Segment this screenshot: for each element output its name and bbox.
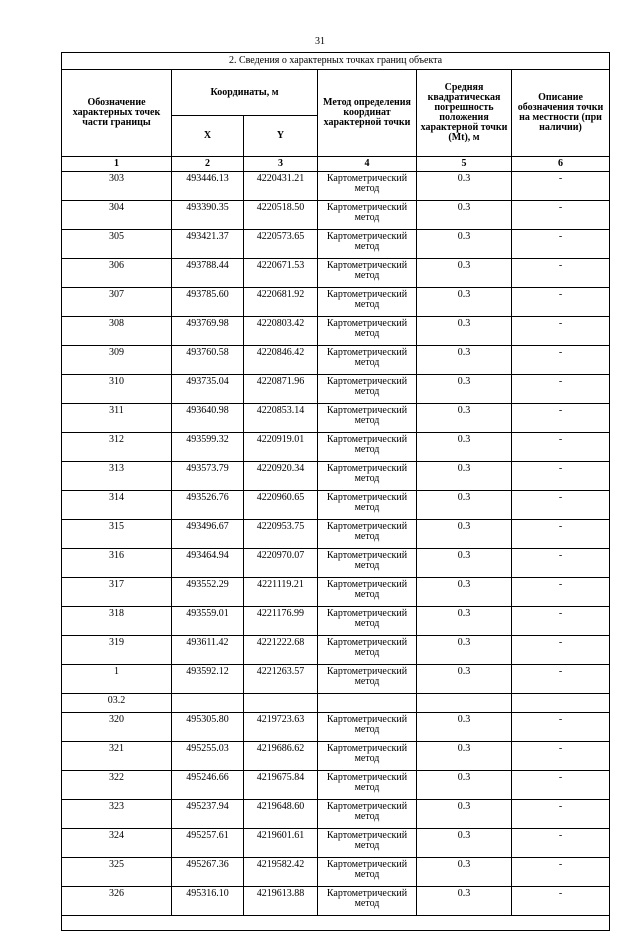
error-cell: 0.3 (417, 713, 512, 742)
table-row (62, 858, 610, 887)
description-cell: - (512, 549, 610, 578)
y-coordinate-cell: 4219675.84 (244, 771, 318, 800)
x-coordinate-cell: 493599.32 (172, 433, 244, 462)
description-cell: - (512, 742, 610, 771)
method-text: метод (354, 676, 380, 687)
method-text: метод (354, 753, 380, 764)
point-id-cell: 310 (62, 375, 172, 404)
method-cell (318, 288, 417, 317)
table-title: 2. Сведения о характерных точках границ объекта (62, 53, 610, 70)
error-cell: 0.3 (417, 665, 512, 694)
description-cell: - (512, 462, 610, 491)
empty-footer-row (62, 916, 610, 931)
method-text: метод (354, 241, 380, 252)
table-title-row (62, 53, 610, 70)
method-text: Картометрический (326, 405, 408, 416)
method-cell (318, 346, 417, 375)
table-row (62, 771, 610, 800)
method-text: Картометрический (326, 608, 408, 619)
error-cell: 0.3 (417, 375, 512, 404)
method-text: Картометрический (326, 772, 408, 783)
method-text: Картометрический (326, 463, 408, 474)
header-error: Средняя квадратическая погрешность положения характерной точки (Mt), м (417, 70, 512, 157)
description-cell: - (512, 230, 610, 259)
method-text: метод (354, 618, 380, 629)
method-text: Картометрический (326, 173, 408, 184)
x-coordinate-cell: 493592.12 (172, 665, 244, 694)
method-cell (318, 636, 417, 665)
method-cell (318, 375, 417, 404)
point-id-cell: 318 (62, 607, 172, 636)
method-cell (318, 549, 417, 578)
method-text: Картометрический (326, 888, 408, 899)
point-id-cell: 315 (62, 520, 172, 549)
column-number: 1 (62, 157, 172, 172)
error-cell: 0.3 (417, 771, 512, 800)
error-cell: 0.3 (417, 742, 512, 771)
point-id-cell: 314 (62, 491, 172, 520)
x-coordinate-cell: 493446.13 (172, 172, 244, 201)
method-cell (318, 172, 417, 201)
point-id-cell: 326 (62, 887, 172, 916)
y-coordinate-cell: 4220853.14 (244, 404, 318, 433)
section-label: 03.2 (62, 694, 172, 713)
y-coordinate-cell: 4221119.21 (244, 578, 318, 607)
x-coordinate-cell: 495237.94 (172, 800, 244, 829)
method-text: метод (354, 560, 380, 571)
y-coordinate-cell: 4220953.75 (244, 520, 318, 549)
table-row (62, 491, 610, 520)
method-cell (318, 462, 417, 491)
section-row (62, 694, 610, 713)
table-row (62, 520, 610, 549)
error-cell: 0.3 (417, 433, 512, 462)
method-text: метод (354, 415, 380, 426)
x-coordinate-cell: 495257.61 (172, 829, 244, 858)
error-cell: 0.3 (417, 578, 512, 607)
error-cell: 0.3 (417, 829, 512, 858)
y-coordinate-cell: 4220960.65 (244, 491, 318, 520)
error-cell: 0.3 (417, 887, 512, 916)
y-coordinate-cell: 4220919.01 (244, 433, 318, 462)
point-id-cell: 319 (62, 636, 172, 665)
x-coordinate-cell: 495246.66 (172, 771, 244, 800)
empty-cell (172, 694, 244, 713)
x-coordinate-cell: 493552.29 (172, 578, 244, 607)
table-row (62, 201, 610, 230)
point-id-cell: 309 (62, 346, 172, 375)
method-text: метод (354, 811, 380, 822)
method-cell (318, 887, 417, 916)
method-cell (318, 578, 417, 607)
method-cell (318, 491, 417, 520)
table-row (62, 549, 610, 578)
table-row (62, 665, 610, 694)
method-text: Картометрический (326, 859, 408, 870)
table-row (62, 259, 610, 288)
y-coordinate-cell: 4219648.60 (244, 800, 318, 829)
error-cell: 0.3 (417, 317, 512, 346)
method-cell (318, 259, 417, 288)
table-row (62, 742, 610, 771)
point-id-cell: 325 (62, 858, 172, 887)
error-cell: 0.3 (417, 607, 512, 636)
table-row (62, 404, 610, 433)
method-text: метод (354, 724, 380, 735)
method-cell (318, 742, 417, 771)
x-coordinate-cell: 493769.98 (172, 317, 244, 346)
method-text: метод (354, 647, 380, 658)
method-cell (318, 858, 417, 887)
method-text: Картометрический (326, 666, 408, 677)
header-designation: Обозначение характерных точек части границы (62, 70, 172, 157)
method-text: Картометрический (326, 637, 408, 648)
method-text: Картометрический (326, 830, 408, 841)
header-row-1 (62, 70, 610, 116)
x-coordinate-cell: 493559.01 (172, 607, 244, 636)
table-row (62, 317, 610, 346)
column-number: 6 (512, 157, 610, 172)
point-id-cell: 322 (62, 771, 172, 800)
y-coordinate-cell: 4220431.21 (244, 172, 318, 201)
method-text: метод (354, 444, 380, 455)
method-text: Картометрический (326, 714, 408, 725)
boundary-points-table (61, 52, 610, 931)
point-id-cell: 308 (62, 317, 172, 346)
method-text: метод (354, 898, 380, 909)
method-text: Картометрический (326, 550, 408, 561)
method-cell (318, 201, 417, 230)
method-cell (318, 520, 417, 549)
header-description: Описание обозначения точки на местности (при наличии) (512, 70, 610, 157)
error-cell: 0.3 (417, 288, 512, 317)
description-cell: - (512, 800, 610, 829)
method-text: Картометрический (326, 347, 408, 358)
method-text: Картометрический (326, 376, 408, 387)
description-cell: - (512, 491, 610, 520)
description-cell: - (512, 578, 610, 607)
point-id-cell: 304 (62, 201, 172, 230)
description-cell: - (512, 375, 610, 404)
x-coordinate-cell: 495255.03 (172, 742, 244, 771)
method-text: Картометрический (326, 801, 408, 812)
page-number: 31 (315, 36, 325, 47)
x-coordinate-cell: 493788.44 (172, 259, 244, 288)
error-cell: 0.3 (417, 491, 512, 520)
method-text: Картометрический (326, 743, 408, 754)
y-coordinate-cell: 4220846.42 (244, 346, 318, 375)
method-cell (318, 829, 417, 858)
method-text: метод (354, 386, 380, 397)
method-text: Картометрический (326, 231, 408, 242)
error-cell: 0.3 (417, 259, 512, 288)
description-cell: - (512, 433, 610, 462)
method-cell (318, 317, 417, 346)
x-coordinate-cell: 493496.67 (172, 520, 244, 549)
method-text: метод (354, 840, 380, 851)
y-coordinate-cell: 4221222.68 (244, 636, 318, 665)
description-cell: - (512, 520, 610, 549)
point-id-cell: 313 (62, 462, 172, 491)
description-cell: - (512, 259, 610, 288)
method-cell (318, 404, 417, 433)
header-y: Y (244, 116, 318, 157)
x-coordinate-cell: 493526.76 (172, 491, 244, 520)
method-text: метод (354, 782, 380, 793)
table-row (62, 433, 610, 462)
table-row (62, 800, 610, 829)
empty-cell (244, 694, 318, 713)
x-coordinate-cell: 493390.35 (172, 201, 244, 230)
description-cell: - (512, 288, 610, 317)
table-row (62, 578, 610, 607)
x-coordinate-cell: 493640.98 (172, 404, 244, 433)
x-coordinate-cell: 493421.37 (172, 230, 244, 259)
table-row (62, 462, 610, 491)
method-cell (318, 771, 417, 800)
point-id-cell: 303 (62, 172, 172, 201)
header-coords: Координаты, м (172, 70, 318, 116)
point-id-cell: 312 (62, 433, 172, 462)
column-number: 5 (417, 157, 512, 172)
x-coordinate-cell: 493760.58 (172, 346, 244, 375)
description-cell: - (512, 713, 610, 742)
error-cell: 0.3 (417, 520, 512, 549)
description-cell: - (512, 172, 610, 201)
x-coordinate-cell: 493464.94 (172, 549, 244, 578)
description-cell: - (512, 665, 610, 694)
x-coordinate-cell: 493735.04 (172, 375, 244, 404)
y-coordinate-cell: 4221263.57 (244, 665, 318, 694)
method-text: Картометрический (326, 202, 408, 213)
method-text: Картометрический (326, 492, 408, 503)
method-text: метод (354, 212, 380, 223)
table-row (62, 636, 610, 665)
column-number: 2 (172, 157, 244, 172)
table-row (62, 288, 610, 317)
error-cell: 0.3 (417, 201, 512, 230)
method-text: Картометрический (326, 579, 408, 590)
y-coordinate-cell: 4220970.07 (244, 549, 318, 578)
error-cell: 0.3 (417, 462, 512, 491)
y-coordinate-cell: 4220681.92 (244, 288, 318, 317)
column-numbers-row (62, 157, 610, 172)
description-cell: - (512, 201, 610, 230)
x-coordinate-cell: 495316.10 (172, 887, 244, 916)
method-text: метод (354, 589, 380, 600)
y-coordinate-cell: 4219582.42 (244, 858, 318, 887)
point-id-cell: 320 (62, 713, 172, 742)
empty-footer-cell (62, 916, 610, 931)
x-coordinate-cell: 493785.60 (172, 288, 244, 317)
method-cell (318, 800, 417, 829)
table-row (62, 346, 610, 375)
error-cell: 0.3 (417, 549, 512, 578)
method-cell (318, 665, 417, 694)
method-text: метод (354, 502, 380, 513)
description-cell: - (512, 636, 610, 665)
x-coordinate-cell: 493573.79 (172, 462, 244, 491)
column-number: 3 (244, 157, 318, 172)
description-cell: - (512, 887, 610, 916)
table-row (62, 375, 610, 404)
table-row (62, 887, 610, 916)
table-row (62, 713, 610, 742)
y-coordinate-cell: 4220671.53 (244, 259, 318, 288)
method-text: Картометрический (326, 318, 408, 329)
x-coordinate-cell: 495305.80 (172, 713, 244, 742)
error-cell: 0.3 (417, 230, 512, 259)
header-x: X (172, 116, 244, 157)
method-text: метод (354, 328, 380, 339)
description-cell: - (512, 317, 610, 346)
y-coordinate-cell: 4220573.65 (244, 230, 318, 259)
empty-cell (417, 694, 512, 713)
method-text: метод (354, 183, 380, 194)
description-cell: - (512, 607, 610, 636)
point-id-cell: 311 (62, 404, 172, 433)
point-id-cell: 323 (62, 800, 172, 829)
y-coordinate-cell: 4219723.63 (244, 713, 318, 742)
method-text: Картометрический (326, 434, 408, 445)
table-row (62, 172, 610, 201)
y-coordinate-cell: 4219601.61 (244, 829, 318, 858)
error-cell: 0.3 (417, 858, 512, 887)
description-cell: - (512, 858, 610, 887)
y-coordinate-cell: 4220518.50 (244, 201, 318, 230)
y-coordinate-cell: 4219613.88 (244, 887, 318, 916)
empty-cell (512, 694, 610, 713)
point-id-cell: 305 (62, 230, 172, 259)
description-cell: - (512, 346, 610, 375)
table-row (62, 607, 610, 636)
y-coordinate-cell: 4219686.62 (244, 742, 318, 771)
error-cell: 0.3 (417, 800, 512, 829)
y-coordinate-cell: 4221176.99 (244, 607, 318, 636)
error-cell: 0.3 (417, 346, 512, 375)
method-text: метод (354, 357, 380, 368)
point-id-cell: 306 (62, 259, 172, 288)
error-cell: 0.3 (417, 172, 512, 201)
point-id-cell: 316 (62, 549, 172, 578)
point-id-cell: 307 (62, 288, 172, 317)
point-id-cell: 1 (62, 665, 172, 694)
table-row (62, 230, 610, 259)
point-id-cell: 321 (62, 742, 172, 771)
method-text: Картометрический (326, 521, 408, 532)
description-cell: - (512, 404, 610, 433)
table-body (62, 53, 610, 931)
method-text: метод (354, 473, 380, 484)
method-cell (318, 230, 417, 259)
y-coordinate-cell: 4220803.42 (244, 317, 318, 346)
x-coordinate-cell: 493611.42 (172, 636, 244, 665)
method-cell (318, 433, 417, 462)
method-text: метод (354, 869, 380, 880)
point-id-cell: 324 (62, 829, 172, 858)
method-cell (318, 713, 417, 742)
description-cell: - (512, 771, 610, 800)
empty-cell (318, 694, 417, 713)
point-id-cell: 317 (62, 578, 172, 607)
error-cell: 0.3 (417, 636, 512, 665)
description-cell: - (512, 829, 610, 858)
method-text: метод (354, 270, 380, 281)
method-text: Картометрический (326, 260, 408, 271)
y-coordinate-cell: 4220871.96 (244, 375, 318, 404)
method-cell (318, 607, 417, 636)
error-cell: 0.3 (417, 404, 512, 433)
table-row (62, 829, 610, 858)
x-coordinate-cell: 495267.36 (172, 858, 244, 887)
method-text: метод (354, 299, 380, 310)
y-coordinate-cell: 4220920.34 (244, 462, 318, 491)
header-method: Метод определения координат характерной точки (318, 70, 417, 157)
method-text: Картометрический (326, 289, 408, 300)
method-text: метод (354, 531, 380, 542)
column-number: 4 (318, 157, 417, 172)
